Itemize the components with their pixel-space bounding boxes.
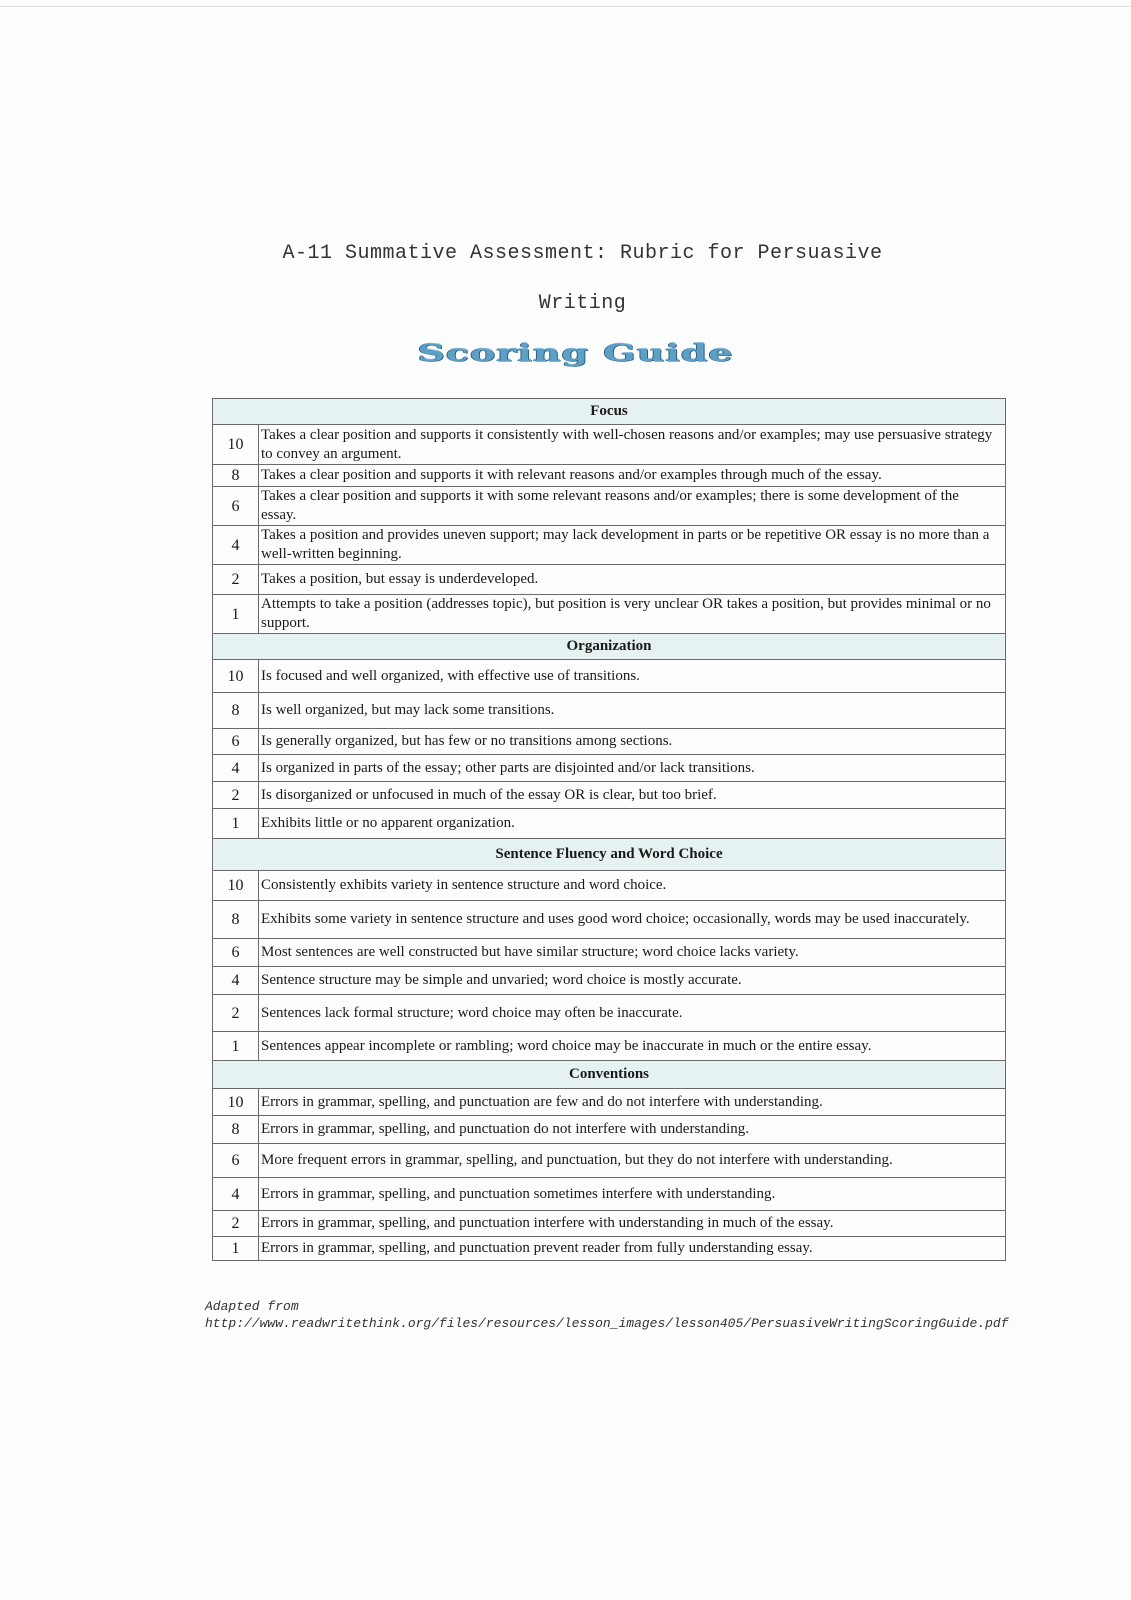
table-row <box>213 809 1006 839</box>
table-row <box>213 660 1006 693</box>
document-title-line2: Writing <box>538 292 627 315</box>
table-row <box>213 729 1006 755</box>
table-row <box>213 871 1006 901</box>
table-row <box>213 1178 1006 1211</box>
score-cell: 6 <box>213 1144 259 1178</box>
score-cell: 8 <box>213 693 259 729</box>
score-cell: 10 <box>213 871 259 901</box>
description-cell: Consistently exhibits variety in sentence structure and word choice. <box>259 871 1006 901</box>
description-cell: Attempts to take a position (addresses topic), but position is very unclear OR takes a position, but provides minimal or no support. <box>259 595 1006 634</box>
description-cell: Is organized in parts of the essay; other parts are disjointed and/or lack transitions. <box>259 755 1006 782</box>
score-cell: 1 <box>213 595 259 634</box>
description-cell: Errors in grammar, spelling, and punctuation sometimes interfere with understanding. <box>259 1178 1006 1211</box>
score-cell: 10 <box>213 660 259 693</box>
table-row <box>213 1237 1006 1261</box>
section-heading: Organization <box>213 634 1006 660</box>
table-row <box>213 939 1006 967</box>
description-cell: Takes a clear position and supports it with relevant reasons and/or examples through much of the essay. <box>259 465 1006 487</box>
page-edge-line <box>0 6 1131 7</box>
score-cell: 2 <box>213 565 259 595</box>
table-row <box>213 465 1006 487</box>
description-cell: Errors in grammar, spelling, and punctuation prevent reader from fully understanding essay. <box>259 1237 1006 1261</box>
description-cell: Takes a position, but essay is underdeveloped. <box>259 565 1006 595</box>
document-title-line1: A-11 Summative Assessment: Rubric for Persuasive <box>282 242 883 265</box>
section-heading-row <box>213 1061 1006 1089</box>
score-cell: 6 <box>213 729 259 755</box>
score-cell: 4 <box>213 755 259 782</box>
table-row <box>213 967 1006 995</box>
score-cell: 4 <box>213 967 259 995</box>
table-row <box>213 995 1006 1032</box>
section-heading-row <box>213 634 1006 660</box>
section-heading-row <box>213 399 1006 425</box>
section-heading: Sentence Fluency and Word Choice <box>213 839 1006 871</box>
section-heading: Conventions <box>213 1061 1006 1089</box>
description-cell: Errors in grammar, spelling, and punctuation are few and do not interfere with understanding. <box>259 1089 1006 1116</box>
description-cell: Exhibits little or no apparent organization. <box>259 809 1006 839</box>
table-row <box>213 901 1006 939</box>
scoring-guide-wordart: Scoring Guide <box>417 338 734 367</box>
score-cell: 6 <box>213 487 259 526</box>
description-cell: More frequent errors in grammar, spelling, and punctuation, but they do not interfere with understanding. <box>259 1144 1006 1178</box>
description-cell: Most sentences are well constructed but have similar structure; word choice lacks variety. <box>259 939 1006 967</box>
description-cell: Sentences appear incomplete or rambling; word choice may be inaccurate in much or the entire essay. <box>259 1032 1006 1061</box>
description-cell: Takes a clear position and supports it with some relevant reasons and/or examples; there is some development of the essay. <box>259 487 1006 526</box>
section-heading-row <box>213 839 1006 871</box>
score-cell: 2 <box>213 995 259 1032</box>
description-cell: Is focused and well organized, with effective use of transitions. <box>259 660 1006 693</box>
score-cell: 10 <box>213 425 259 465</box>
description-cell: Exhibits some variety in sentence structure and uses good word choice; occasionally, words may be used inaccurately. <box>259 901 1006 939</box>
description-cell: Takes a clear position and supports it consistently with well-chosen reasons and/or examples; may use persuasive strategy to convey an argument. <box>259 425 1006 465</box>
table-row <box>213 1144 1006 1178</box>
description-cell: Is disorganized or unfocused in much of the essay OR is clear, but too brief. <box>259 782 1006 809</box>
score-cell: 10 <box>213 1089 259 1116</box>
score-cell: 1 <box>213 1032 259 1061</box>
table-row <box>213 526 1006 565</box>
description-cell: Takes a position and provides uneven support; may lack development in parts or be repetitive OR essay is no more than a well-written beginning. <box>259 526 1006 565</box>
score-cell: 8 <box>213 1116 259 1144</box>
score-cell: 4 <box>213 526 259 565</box>
description-cell: Errors in grammar, spelling, and punctuation interfere with understanding in much of the essay. <box>259 1211 1006 1237</box>
score-cell: 2 <box>213 1211 259 1237</box>
table-row <box>213 565 1006 595</box>
description-cell: Is generally organized, but has few or no transitions among sections. <box>259 729 1006 755</box>
table-row <box>213 1089 1006 1116</box>
score-cell: 8 <box>213 901 259 939</box>
score-cell: 1 <box>213 1237 259 1261</box>
score-cell: 6 <box>213 939 259 967</box>
table-row <box>213 782 1006 809</box>
table-row <box>213 693 1006 729</box>
table-row <box>213 755 1006 782</box>
description-cell: Sentence structure may be simple and unvaried; word choice is mostly accurate. <box>259 967 1006 995</box>
description-cell: Is well organized, but may lack some transitions. <box>259 693 1006 729</box>
source-attribution <box>205 1298 1025 1332</box>
table-row <box>213 1116 1006 1144</box>
attribution-label: Adapted from <box>205 1299 299 1314</box>
score-cell: 2 <box>213 782 259 809</box>
table-row <box>213 595 1006 634</box>
description-cell: Errors in grammar, spelling, and punctuation do not interfere with understanding. <box>259 1116 1006 1144</box>
table-row <box>213 1211 1006 1237</box>
table-row <box>213 425 1006 465</box>
score-cell: 4 <box>213 1178 259 1211</box>
score-cell: 8 <box>213 465 259 487</box>
score-cell: 1 <box>213 809 259 839</box>
attribution-url: http://www.readwritethink.org/files/resources/lesson_images/lesson405/PersuasiveWritingScoringGuide.pdf <box>205 1316 1009 1331</box>
table-row <box>213 487 1006 526</box>
rubric-table <box>212 398 1006 1261</box>
table-row <box>213 1032 1006 1061</box>
section-heading: Focus <box>213 399 1006 425</box>
description-cell: Sentences lack formal structure; word choice may often be inaccurate. <box>259 995 1006 1032</box>
